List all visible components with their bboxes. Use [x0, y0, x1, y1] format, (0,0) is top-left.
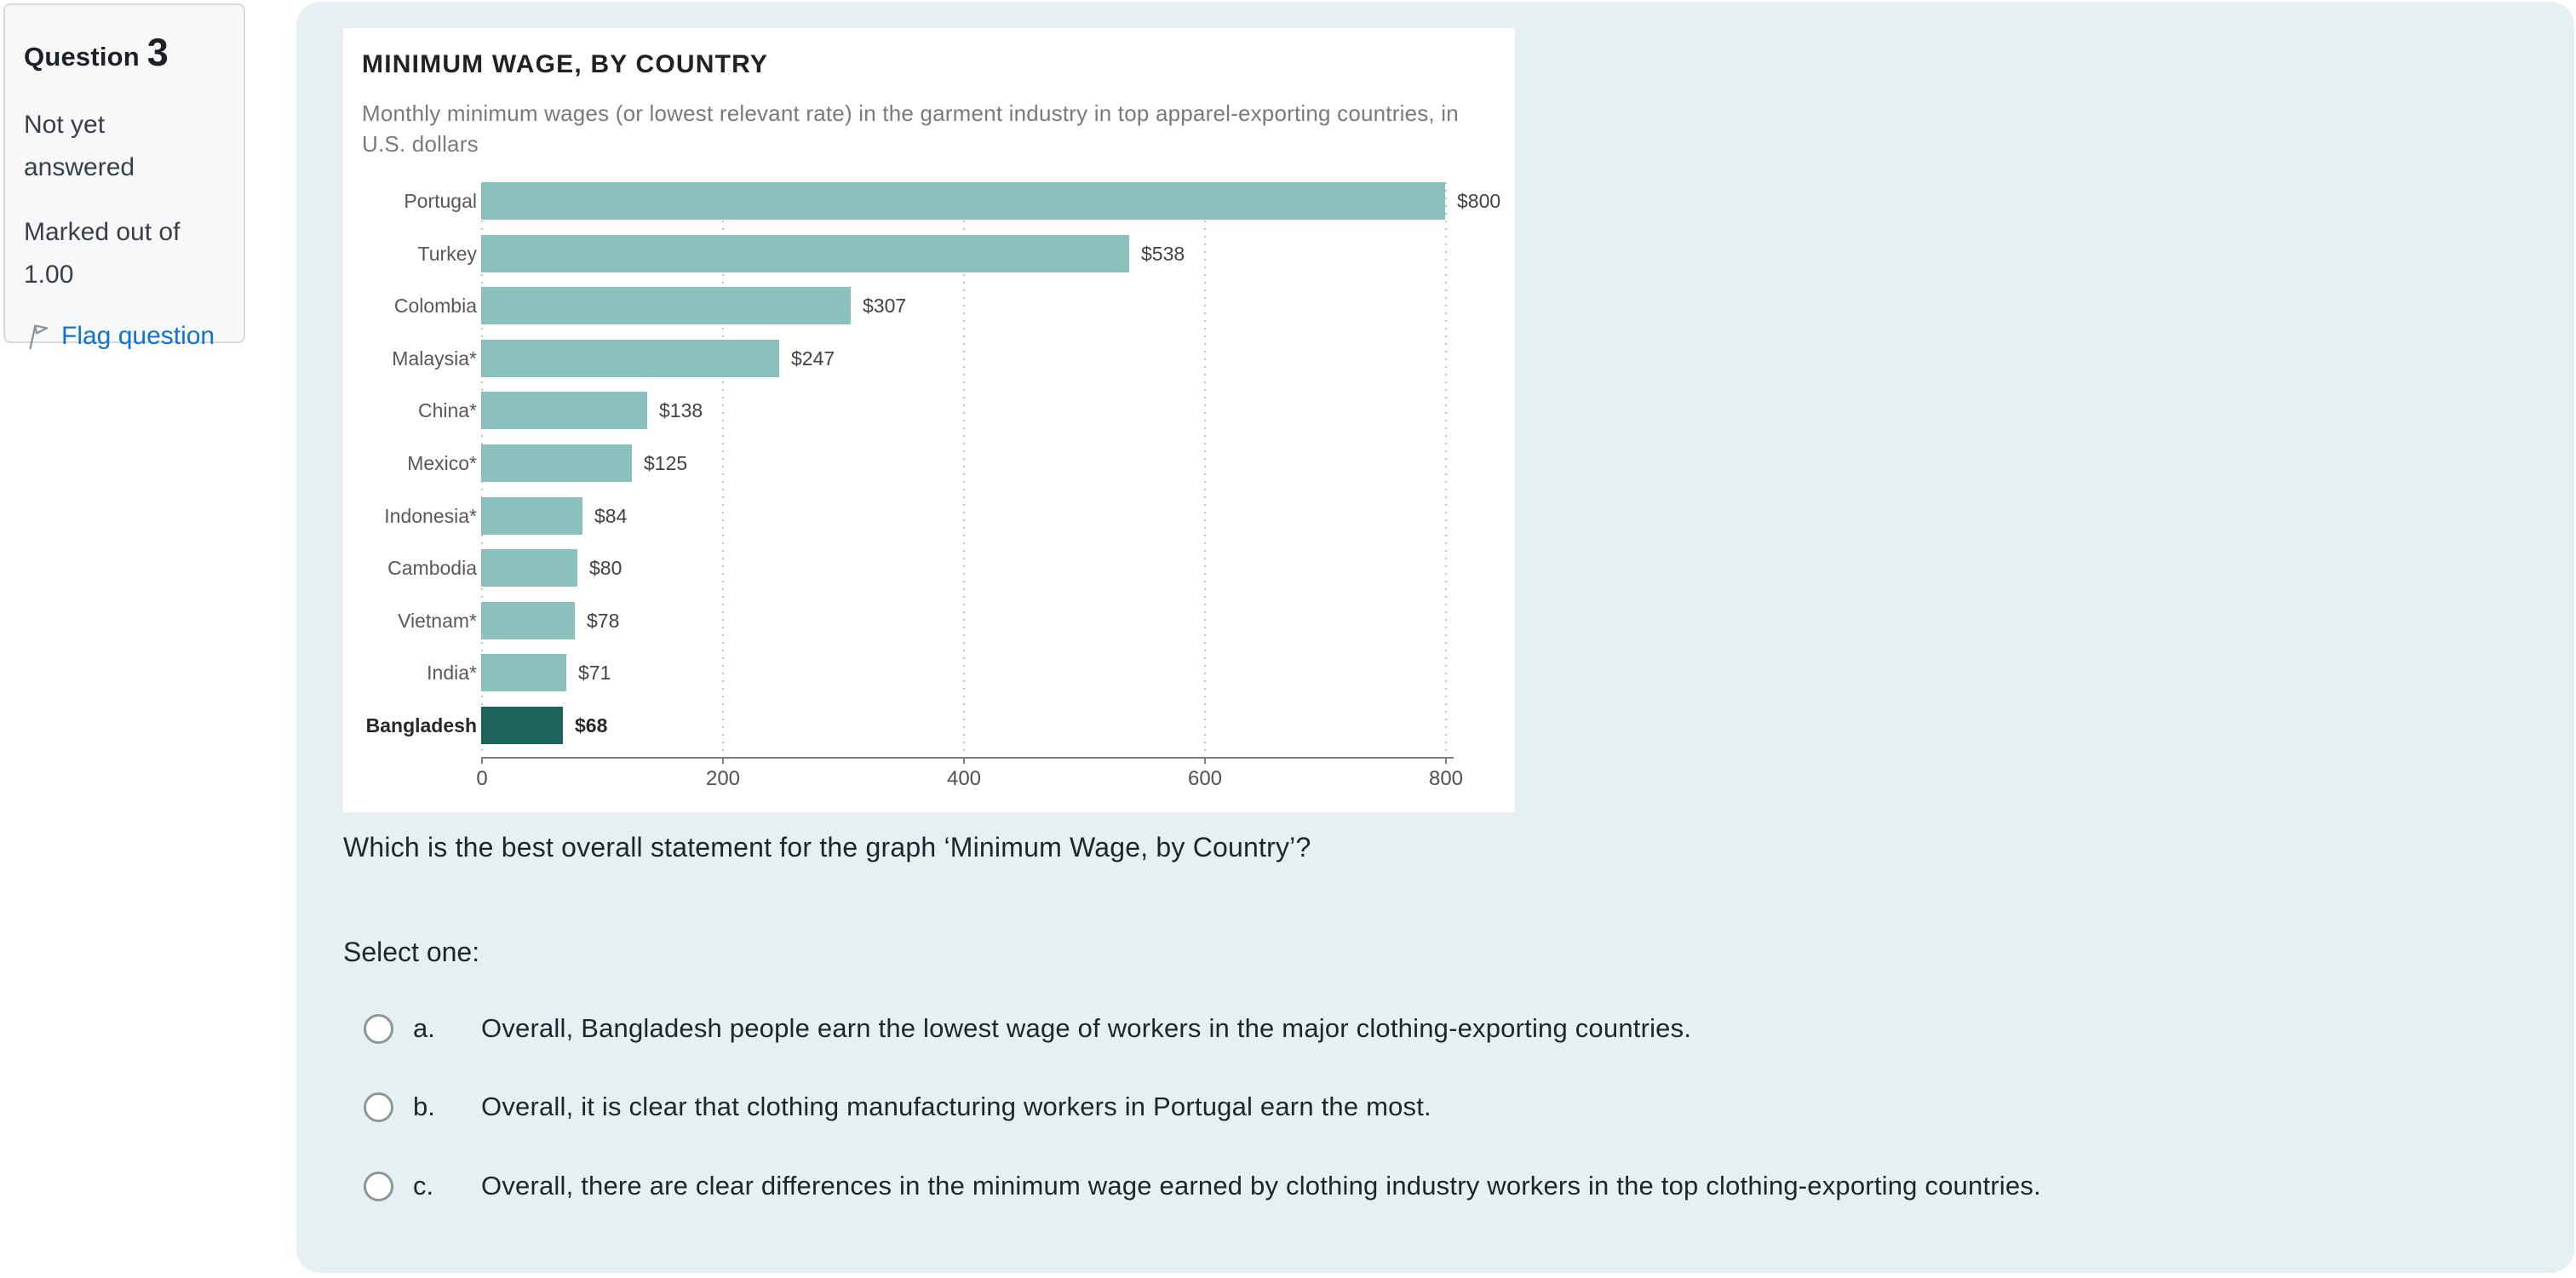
bar-category-label: China* — [417, 398, 477, 421]
bar-value-label: $80 — [589, 556, 622, 579]
bar-value-label: $84 — [594, 504, 628, 527]
question-mark: Marked out of 1.00 — [24, 218, 181, 289]
bar-category-label: India* — [427, 661, 477, 684]
bar-value-label: $78 — [587, 609, 620, 632]
option-letter: c. — [413, 1171, 434, 1201]
bar-category-label: Bangladesh — [365, 714, 477, 736]
bar-portugal — [481, 182, 1445, 220]
option-radio-a[interactable] — [364, 1014, 393, 1044]
gridline — [1204, 182, 1206, 757]
bar-value-label: $68 — [575, 714, 608, 736]
gridline — [1445, 182, 1447, 757]
chart-card — [343, 28, 1515, 812]
bar-chart-plot — [343, 28, 1515, 812]
option-letter: a. — [413, 1013, 435, 1043]
bar-category-label: Malaysia* — [392, 347, 477, 370]
bar-value-label: $71 — [578, 661, 611, 684]
question-info-panel — [3, 3, 245, 350]
answer-option-b — [296, 1086, 2574, 1127]
question-text: Which is the best overall statement for the graph ‘Minimum Wage, by Country’? — [343, 832, 1311, 863]
bar-category-label: Cambodia — [387, 556, 477, 579]
bar-category-label: Vietnam* — [398, 609, 477, 632]
bar-vietnam — [481, 602, 575, 639]
answer-option-a — [296, 1008, 2574, 1049]
option-text[interactable]: Overall, Bangladesh people earn the lowest wage of workers in the major clothing-exporting countries. — [481, 1013, 1692, 1043]
bar-category-label: Portugal — [404, 189, 477, 212]
bar-mexico — [481, 444, 632, 482]
x-axis-tick-label: 400 — [946, 767, 982, 790]
bar-china — [481, 392, 647, 429]
bar-cambodia — [481, 549, 577, 587]
bar-india — [481, 654, 566, 691]
option-text[interactable]: Overall, it is clear that clothing manufacturing workers in Portugal earn the most. — [481, 1092, 1431, 1121]
question-number: 3 — [146, 31, 169, 74]
option-radio-b[interactable] — [364, 1092, 393, 1122]
option-radio-c[interactable] — [364, 1172, 393, 1201]
bar-category-label: Mexico* — [407, 451, 477, 474]
question-content-panel — [296, 2, 2574, 1273]
chart-title: MINIMUM WAGE, BY COUNTRY — [362, 50, 769, 78]
question-status: Not yet answered — [24, 111, 135, 181]
x-axis-tick-label: 200 — [705, 767, 741, 790]
bar-turkey — [481, 235, 1129, 272]
bar-category-label: Indonesia* — [384, 504, 477, 527]
bar-category-label: Turkey — [417, 242, 477, 265]
option-letter: b. — [413, 1092, 435, 1121]
x-axis-line — [481, 757, 1454, 759]
select-one-prompt: Select one: — [343, 937, 480, 967]
bar-bangladesh — [481, 707, 563, 744]
bar-malaysia — [481, 340, 779, 377]
x-axis-tick-label: 800 — [1428, 767, 1464, 790]
bar-value-label: $247 — [791, 347, 835, 370]
bar-value-label: $125 — [644, 451, 688, 474]
flag-icon — [24, 322, 51, 351]
bar-category-label: Colombia — [393, 294, 477, 317]
x-axis-tick-label: 600 — [1187, 767, 1223, 790]
bar-value-label: $800 — [1457, 189, 1501, 212]
bar-value-label: $138 — [659, 398, 703, 421]
bar-value-label: $307 — [863, 294, 907, 317]
question-number-heading — [24, 31, 227, 75]
bar-indonesia — [481, 497, 582, 535]
bar-value-label: $538 — [1141, 242, 1185, 265]
chart-subtitle: Monthly minimum wages (or lowest relevant rate) in the garment industry in top apparel-exporting countries, in U.S. dollars — [362, 100, 1459, 157]
x-axis-tick-label: 0 — [476, 767, 488, 790]
bar-colombia — [481, 287, 851, 324]
flag-question-link[interactable] — [24, 322, 227, 351]
flag-question-label: Flag question — [61, 322, 215, 350]
answer-option-c — [296, 1166, 2574, 1206]
question-label: Question — [24, 42, 140, 72]
option-text[interactable]: Overall, there are clear differences in the minimum wage earned by clothing industry workers in the top clothing-exporting countries. — [481, 1171, 2041, 1201]
